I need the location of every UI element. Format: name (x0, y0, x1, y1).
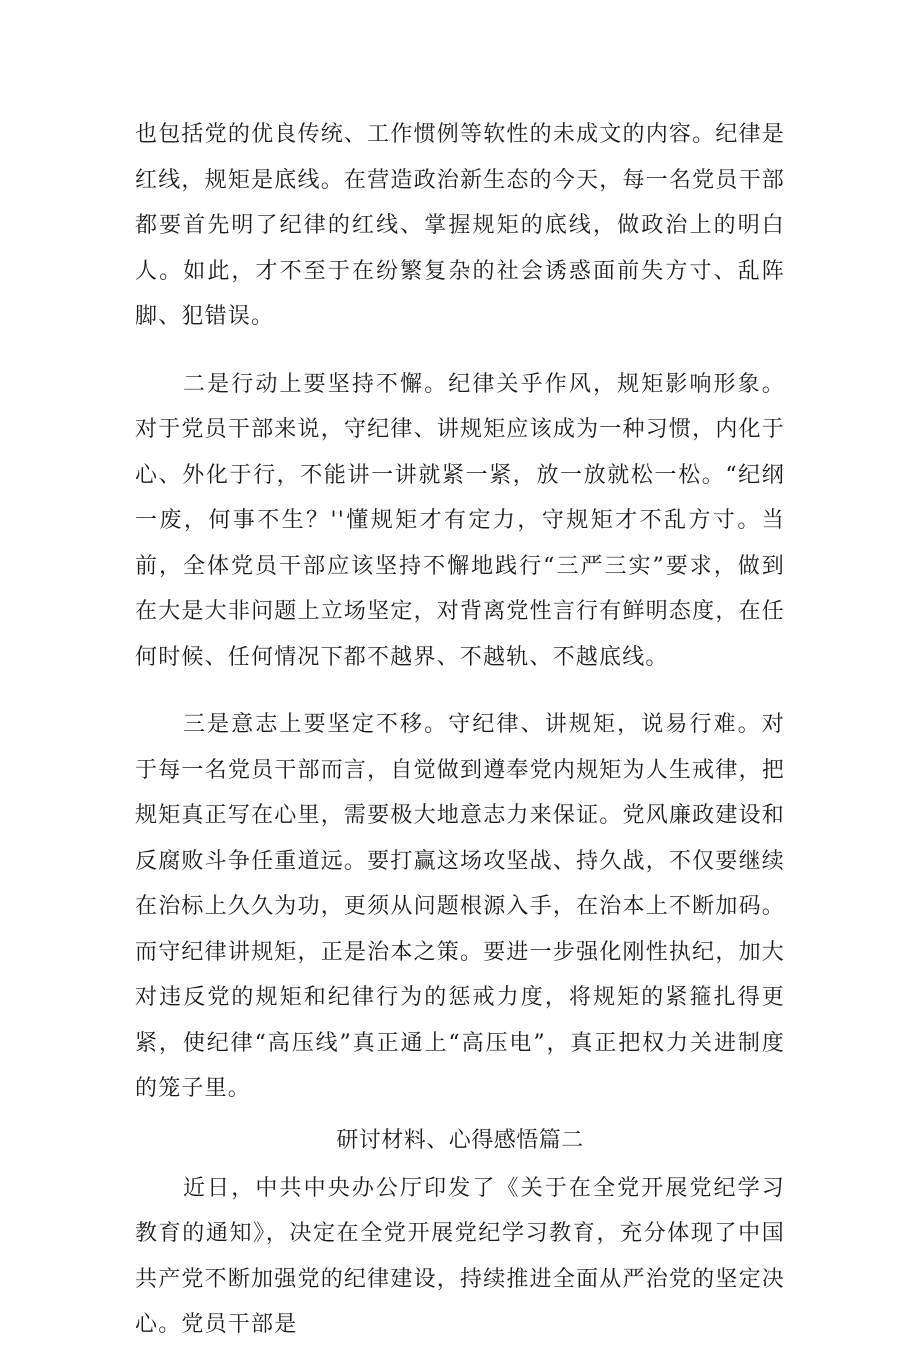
section-heading: 研讨材料、心得感悟篇二 (336, 1127, 584, 1153)
paragraph-gap (135, 340, 785, 362)
paragraph-firm-will: 三是意志上要坚定不移。守纪律、讲规矩，说易行难。对于每一名党员干部而言，自觉做到遵奉党内规矩为人生戒律，把规矩真正写在心里，需要极大地意志力来保证。党风廉政建设和反腐败斗争任重道远。要打赢这场攻坚战、持久战，不仅要继续在治标上久久为功，更须从问题根源入手，在治本上不断加码。而守纪律讲规矩，正是治本之策。要进一步强化刚性执纪，加大对违反党的规矩和纪律行为的惩戒力度，将规矩的紧箍扎得更紧，使纪律“高压线”真正通上“高压电”，真正把权力关进制度的笼子里。 (135, 712, 785, 1101)
paragraph-gap (135, 680, 785, 702)
paragraph-continuation: 也包括党的优良传统、工作惯例等软性的未成文的内容。纪律是红线，规矩是底线。在营造政治新生态的今天，每一名党员干部都要首先明了纪律的红线、掌握规矩的底线，做政治上的明白人。如此，才不至于在纷繁复杂的社会诱惑面前失方寸、乱阵脚、犯错误。 (135, 122, 785, 329)
paragraph-intro-part-two: 近日，中共中央办公厅印发了《关于在全党开展党纪学习教育的通知》，决定在全党开展党纪学习教育，充分体现了中国共产党不断加强党的纪律建设，持续推进全面从严治党的坚定决心。党员干部是 (135, 1175, 785, 1337)
paragraph-action-persistence: 二是行动上要坚持不懈。纪律关乎作风，规矩影响形象。对于党员干部来说，守纪律、讲规矩应该成为一种习惯，内化于心、外化于行，不能讲一讲就紧一紧，放一放就松一松。“纪纲一废，何事不生？''懂规矩才有定力，守规矩才不乱方寸。当前，全体党员干部应该坚持不懈地践行“三严三实”要求，做到在大是大非问题上立场坚定，对背离党性言行有鲜明态度，在任何时候、任何情况下都不越界、不越轨、不越底线。 (135, 371, 785, 670)
